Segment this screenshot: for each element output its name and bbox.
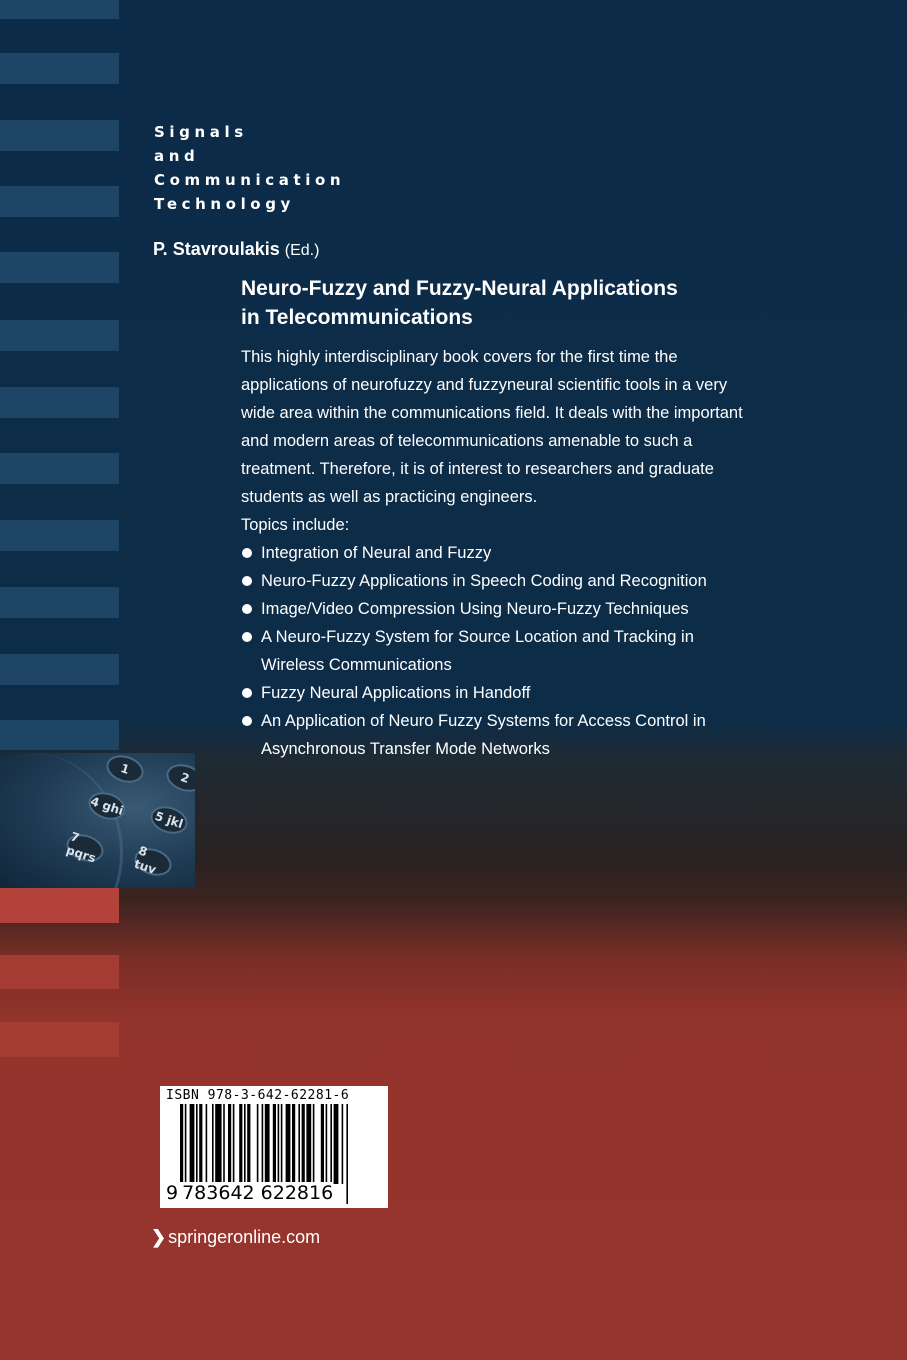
stripe bbox=[0, 387, 119, 418]
book-description: This highly interdisciplinary book covers for the first time the applications of neurofuzzy and fuzzyneural scientific tools in a very wide area within the communications field. It deals with the important and modern areas of telecommunications amenable to such a treatment. Therefore, it is of interest to researchers and graduate students as well as practicing engineers. bbox=[241, 348, 743, 506]
stripe bbox=[0, 53, 119, 84]
topic-text: A Neuro-Fuzzy System for Source Location and Tracking in Wireless Communications bbox=[261, 628, 694, 674]
barcode-bar bbox=[223, 1104, 225, 1184]
stripe bbox=[0, 0, 119, 19]
barcode-bar bbox=[233, 1104, 235, 1184]
barcode-bar bbox=[239, 1104, 242, 1184]
keypad-key: 7 pqrs bbox=[63, 830, 107, 866]
author-role: (Ed.) bbox=[284, 242, 320, 259]
topic-item bbox=[241, 623, 761, 679]
author-line bbox=[153, 239, 319, 260]
stripe bbox=[0, 955, 119, 989]
phone-keypad-image bbox=[0, 753, 195, 888]
topic-item bbox=[241, 539, 761, 567]
barcode-bar bbox=[313, 1104, 315, 1184]
barcode-bar bbox=[286, 1104, 291, 1184]
stripe bbox=[0, 587, 119, 618]
barcode-bar bbox=[346, 1104, 348, 1204]
barcode-bar bbox=[292, 1104, 295, 1184]
barcode-bar bbox=[330, 1104, 332, 1184]
barcode-bar bbox=[326, 1104, 328, 1184]
decorative-stripes bbox=[0, 0, 120, 1360]
isbn-barcode bbox=[160, 1086, 388, 1208]
barcode-bar bbox=[321, 1104, 324, 1184]
keypad-key: 2 bbox=[163, 760, 195, 796]
series-title bbox=[154, 120, 345, 216]
topic-item bbox=[241, 595, 761, 623]
stripe bbox=[0, 520, 119, 551]
barcode-bar bbox=[278, 1104, 280, 1184]
topic-text: Integration of Neural and Fuzzy bbox=[261, 544, 492, 562]
topic-item bbox=[241, 707, 761, 763]
barcode-bar bbox=[206, 1104, 208, 1184]
series-line: and bbox=[154, 147, 200, 165]
book-title-line: in Telecommunications bbox=[241, 306, 473, 329]
chevron-right-icon: ❯ bbox=[151, 1227, 167, 1247]
publisher-link[interactable] bbox=[151, 1227, 320, 1248]
barcode-digits bbox=[166, 1182, 333, 1204]
book-description-block bbox=[241, 343, 761, 763]
barcode-bar bbox=[273, 1104, 276, 1184]
barcode-bar bbox=[244, 1104, 246, 1184]
barcode-bar bbox=[196, 1104, 198, 1184]
stripe bbox=[0, 320, 119, 351]
book-title-line: Neuro-Fuzzy and Fuzzy-Neural Applications bbox=[241, 277, 678, 300]
keypad-edge bbox=[0, 753, 123, 888]
bullet-icon bbox=[242, 716, 252, 726]
stripe bbox=[0, 186, 119, 217]
topic-text: Image/Video Compression Using Neuro-Fuzzy Techniques bbox=[261, 600, 689, 618]
barcode-bar bbox=[228, 1104, 231, 1184]
barcode-bar bbox=[281, 1104, 283, 1184]
barcode-bar bbox=[215, 1104, 221, 1184]
keypad-key: 4 ghi bbox=[85, 788, 129, 824]
barcode-bar bbox=[212, 1104, 214, 1184]
stripe bbox=[0, 120, 119, 151]
bullet-icon bbox=[242, 604, 252, 614]
topic-item bbox=[241, 567, 761, 595]
stripe bbox=[0, 720, 119, 750]
barcode-bar bbox=[247, 1104, 250, 1184]
bullet-icon bbox=[242, 688, 252, 698]
keypad-key: 5 jkl bbox=[147, 802, 191, 838]
topic-text: Neuro-Fuzzy Applications in Speech Coding and Recognition bbox=[261, 572, 707, 590]
barcode-bar bbox=[306, 1104, 311, 1184]
author-name: P. Stavroulakis bbox=[153, 239, 280, 259]
barcode-bar bbox=[342, 1104, 344, 1184]
barcode-lead-digit: 9 bbox=[166, 1182, 179, 1204]
barcode-bar bbox=[302, 1104, 305, 1184]
stripe bbox=[0, 453, 119, 484]
series-line: Communication bbox=[154, 171, 346, 189]
isbn-label: ISBN 978-3-642-62281-6 bbox=[166, 1088, 350, 1103]
barcode-bar bbox=[199, 1104, 202, 1184]
topics-list bbox=[241, 539, 761, 763]
keypad-key: 1 bbox=[103, 753, 147, 787]
bullet-icon bbox=[242, 632, 252, 642]
barcode-digits-right: 622816 bbox=[260, 1182, 334, 1204]
series-line: Signals bbox=[154, 123, 248, 141]
publisher-url: springeronline.com bbox=[168, 1227, 321, 1247]
stripe bbox=[0, 888, 119, 923]
barcode-bar bbox=[298, 1104, 300, 1184]
barcode-bar bbox=[334, 1104, 339, 1184]
stripe bbox=[0, 252, 119, 283]
stripe bbox=[0, 1022, 119, 1057]
book-title bbox=[241, 274, 761, 332]
barcode-bar bbox=[257, 1104, 259, 1184]
keypad-key: 8 tuv bbox=[131, 844, 175, 880]
barcode-digits-left: 783642 bbox=[182, 1182, 255, 1204]
topic-text: An Application of Neuro Fuzzy Systems for Access Control in Asynchronous Transfer Mode Networks bbox=[261, 712, 706, 758]
topic-item bbox=[241, 679, 761, 707]
barcode-bar bbox=[190, 1104, 195, 1184]
topics-heading: Topics include: bbox=[241, 516, 350, 534]
bullet-icon bbox=[242, 576, 252, 586]
series-line: Technology bbox=[154, 195, 295, 213]
topic-text: Fuzzy Neural Applications in Handoff bbox=[261, 684, 531, 702]
stripe bbox=[0, 654, 119, 685]
bullet-icon bbox=[242, 548, 252, 558]
